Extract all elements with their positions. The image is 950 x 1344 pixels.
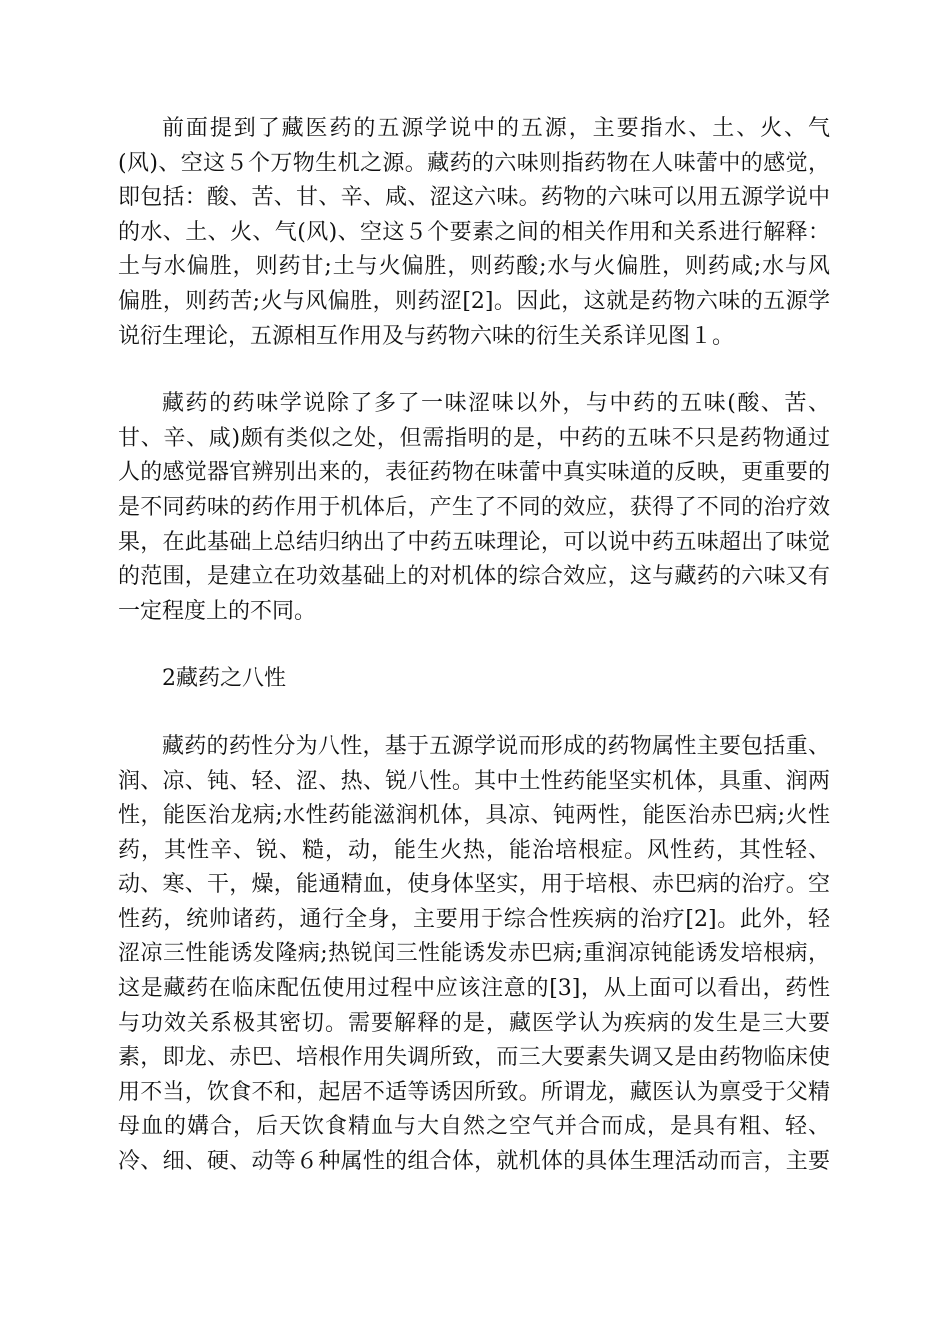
document-page xyxy=(118,112,830,1213)
paragraph-eight-natures xyxy=(118,730,830,1180)
text-line: 涩凉三性能诱发隆病;热锐闰三性能诱发赤巴病;重润凉钝能诱发培根病， xyxy=(118,941,830,967)
text-line: 的水、土、火、气(风)、空这５个要素之间的相关作用和关系进行解释： xyxy=(118,219,830,245)
text-line: 一定程度上的不同。 xyxy=(118,598,317,624)
text-line: (风)、空这５个万物生机之源。藏药的六味则指药物在人味蕾中的感觉， xyxy=(118,150,830,176)
text-line: 素，即龙、赤巴、培根作用失调所致，而三大要素失调又是由药物临床使 xyxy=(118,1045,830,1071)
text-line: 土与水偏胜，则药甘;土与火偏胜，则药酸;水与火偏胜，则药咸;水与风 xyxy=(118,254,830,280)
paragraph-five-sources xyxy=(118,112,830,354)
text-line: 是不同药味的药作用于机体后，产生了不同的效应，获得了不同的治疗效 xyxy=(118,494,830,520)
text-line: 即包括：酸、苦、甘、辛、咸、涩这六味。药物的六味可以用五源学说中 xyxy=(118,185,830,211)
text-line: 冷、细、硬、动等６种属性的组合体，就机体的具体生理活动而言，主要 xyxy=(118,1149,830,1175)
text-line: 动、寒、干，燥，能通精血，使身体坚实，用于培根、赤巴病的治疗。空 xyxy=(118,872,830,898)
text-line: 人的感觉器官辨别出来的，表征药物在味蕾中真实味道的反映，更重要的 xyxy=(118,460,830,486)
text-line: 说衍生理论，五源相互作用及与药物六味的衍生关系详见图１。 xyxy=(118,323,735,349)
text-line: 性药，统帅诸药，通行全身，主要用于综合性疾病的治疗[2]。此外，轻 xyxy=(118,906,830,932)
text-line: 藏药的药味学说除了多了一味涩味以外，与中药的五味(酸、苦、 xyxy=(162,391,830,417)
section-heading: 2藏药之八性 xyxy=(162,666,286,692)
text-line: 前面提到了藏医药的五源学说中的五源，主要指水、土、火、气 xyxy=(162,116,830,141)
text-line: 用不当，饮食不和，起居不适等诱因所致。所谓龙，藏医认为禀受于父精 xyxy=(118,1079,830,1105)
text-line: 偏胜，则药苦;火与风偏胜，则药涩[2]。因此，这就是药物六味的五源学 xyxy=(118,288,830,314)
text-line: 藏药的药性分为八性，基于五源学说而形成的药物属性主要包括重、 xyxy=(162,733,830,759)
text-line: 甘、辛、咸)颇有类似之处，但需指明的是，中药的五味不只是药物通过 xyxy=(118,425,830,451)
paragraph-taste-theory xyxy=(118,387,830,629)
text-line: 润、凉、钝、轻、涩、热、锐八性。其中土性药能坚实机体，具重、润两 xyxy=(118,768,830,794)
text-line: 性，能医治龙病;水性药能滋润机体，具凉、钝两性，能医治赤巴病;火性 xyxy=(118,803,830,829)
text-line: 这是藏药在临床配伍使用过程中应该注意的[3]，从上面可以看出，药性 xyxy=(118,976,830,1002)
text-line: 母血的媾合，后天饮食精血与大自然之空气并合而成，是具有粗、轻、 xyxy=(118,1114,830,1140)
text-line: 与功效关系极其密切。需要解释的是，藏医学认为疾病的发生是三大要 xyxy=(118,1010,830,1036)
text-line: 的范围，是建立在功效基础上的对机体的综合效应，这与藏药的六味又有 xyxy=(118,564,830,590)
text-line: 果，在此基础上总结归纳出了中药五味理论，可以说中药五味超出了味觉 xyxy=(118,529,830,555)
text-line: 药，其性辛、锐、糙，动，能生火热，能治培根症。风性药，其性轻、 xyxy=(118,837,830,863)
